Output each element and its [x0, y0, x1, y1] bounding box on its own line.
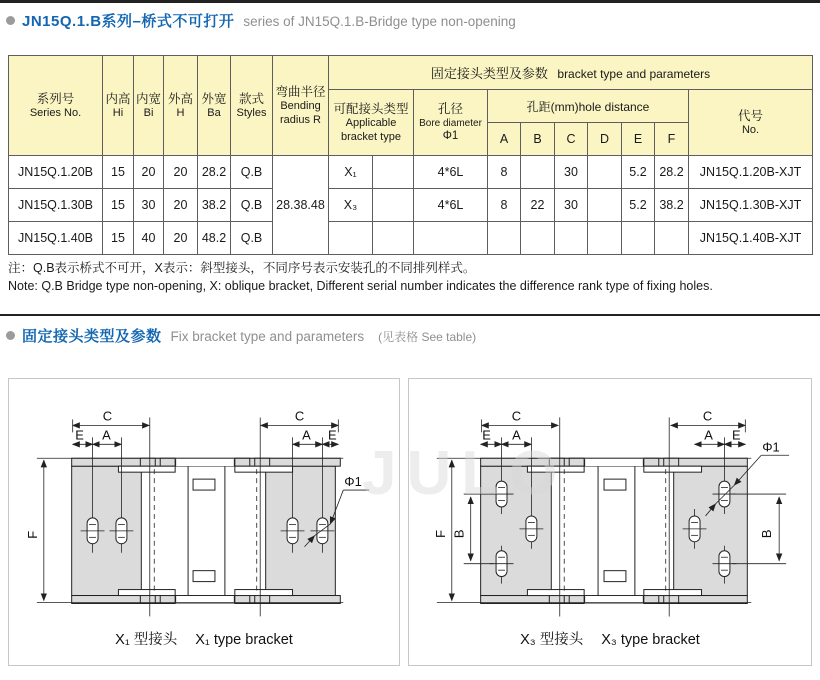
cell-series: JN15Q.1.40B: [9, 222, 103, 255]
cell-d: [588, 222, 622, 255]
section2-see-table: (见表格 See table): [378, 330, 477, 344]
cell-bracket-a: X₁: [329, 156, 373, 189]
header-col-d: D: [588, 123, 622, 156]
cell-style: Q.B: [231, 222, 273, 255]
header-col-b: B: [521, 123, 555, 156]
header-hi: 内高 Hi: [103, 56, 134, 156]
cell-bore: 4*6L: [414, 156, 488, 189]
dim-label-c-left: C: [102, 408, 113, 424]
table-row: [9, 222, 813, 255]
dim-label-b-left: B: [451, 529, 467, 539]
cell-f: 28.2: [655, 156, 689, 189]
cell-code: JN15Q.1.40B-XJT: [689, 222, 813, 255]
cell-f: 38.2: [655, 189, 689, 222]
top-rule: [0, 0, 820, 3]
cell-bracket-b: [373, 222, 414, 255]
cell-e: [622, 222, 655, 255]
cell-hi: 15: [103, 222, 134, 255]
cell-series: JN15Q.1.20B: [9, 156, 103, 189]
panel-x1: [8, 378, 400, 666]
cell-bracket-b: [373, 189, 414, 222]
table-row: [9, 189, 813, 222]
dim-label-phi1: Φ1: [762, 439, 780, 455]
cell-bracket-a: X₃: [329, 189, 373, 222]
x1-bracket-diagram: [9, 379, 399, 629]
cell-bi: 30: [134, 189, 164, 222]
cell-b: [521, 156, 555, 189]
cell-b: 22: [521, 189, 555, 222]
cell-bore: 4*6L: [414, 189, 488, 222]
header-applicable: 可配接头类型 Applicable bracket type: [329, 90, 414, 156]
dim-label-f: F: [24, 530, 40, 539]
section-divider: [0, 314, 820, 316]
header-ba: 外宽 Ba: [198, 56, 231, 156]
cell-c: [555, 222, 588, 255]
section2-title-zh: 固定接头类型及参数: [22, 328, 162, 345]
header-radius: 弯曲半径 Bending radius R: [273, 56, 329, 156]
cell-e: 5.2: [622, 156, 655, 189]
cell-h: 20: [164, 156, 198, 189]
cell-series: JN15Q.1.30B: [9, 189, 103, 222]
page-title-en: series of JN15Q.1.B-Bridge type non-opening: [243, 14, 516, 29]
dim-label-b-right: B: [759, 529, 775, 539]
dim-label-c-right: C: [294, 408, 305, 424]
cell-h: 20: [164, 222, 198, 255]
cell-bending-radius: 28.38.48: [273, 156, 329, 255]
bullet-icon: [6, 16, 15, 25]
x3-caption: X₃ 型接头 X₃ type bracket: [520, 632, 700, 648]
panel-x3: [408, 378, 812, 666]
dim-label-e-right: E: [328, 427, 337, 443]
header-series: 系列号 Series No.: [9, 56, 103, 156]
cell-ba: 28.2: [198, 156, 231, 189]
table-row: [9, 156, 813, 189]
cell-bi: 20: [134, 156, 164, 189]
dim-label-f: F: [432, 529, 448, 538]
dim-label-e-left: E: [482, 427, 491, 443]
header-col-f: F: [655, 123, 689, 156]
cell-b: [521, 222, 555, 255]
section2-title-en: Fix bracket type and parameters: [170, 329, 365, 344]
cell-hi: 15: [103, 156, 134, 189]
x1-caption: X₁ 型接头 X₁ type bracket: [115, 632, 293, 648]
header-styles: 款式 Styles: [231, 56, 273, 156]
header-bore: 孔径 Bore diameter Φ1: [414, 90, 488, 156]
cell-code: JN15Q.1.30B-XJT: [689, 189, 813, 222]
dim-label-c-left: C: [511, 408, 522, 424]
header-col-a: A: [488, 123, 521, 156]
cell-d: [588, 189, 622, 222]
dim-label-a-left: A: [102, 427, 111, 443]
header-h: 外高 H: [164, 56, 198, 156]
dim-label-a-left: A: [512, 427, 521, 443]
cell-bracket-b: [373, 156, 414, 189]
cell-h: 20: [164, 189, 198, 222]
cell-ba: 38.2: [198, 189, 231, 222]
dim-label-a-right: A: [302, 427, 311, 443]
header-code: 代号 No.: [689, 90, 813, 156]
cell-e: 5.2: [622, 189, 655, 222]
cell-c: 30: [555, 189, 588, 222]
cell-style: Q.B: [231, 189, 273, 222]
dim-label-a-right: A: [704, 427, 713, 443]
cell-d: [588, 156, 622, 189]
watermark: JULO: [362, 439, 568, 508]
cell-ba: 48.2: [198, 222, 231, 255]
cell-a: 8: [488, 189, 521, 222]
dim-label-e-right: E: [732, 427, 741, 443]
cell-code: JN15Q.1.20B-XJT: [689, 156, 813, 189]
x3-bracket-diagram: [409, 379, 811, 629]
cell-hi: 15: [103, 189, 134, 222]
cell-bore: [414, 222, 488, 255]
cell-c: 30: [555, 156, 588, 189]
header-bi: 内宽 Bi: [134, 56, 164, 156]
dim-label-c-right: C: [702, 408, 713, 424]
note-en: Note: Q.B Bridge type non-opening, X: oblique bracket, Different serial number indicates the difference rank type of fixing holes.: [8, 279, 713, 293]
dim-label-e-left: E: [75, 427, 84, 443]
cell-f: [655, 222, 689, 255]
dim-label-phi1: Φ1: [344, 474, 362, 490]
note-zh: 注：Q.B表示桥式不可开，X表示：斜型接头，不同序号表示安装孔的不同排列样式。: [8, 261, 476, 275]
cell-bracket-a: [329, 222, 373, 255]
page-title: [6, 10, 516, 31]
header-hole-distance: 孔距(mm)hole distance: [488, 90, 689, 123]
page-title-zh: JN15Q.1.B系列–桥式不可打开: [22, 13, 235, 30]
cell-bi: 40: [134, 222, 164, 255]
header-bracket-group: 固定接头类型及参数 bracket type and parameters: [329, 56, 813, 90]
bullet-icon: [6, 331, 15, 340]
cell-a: [488, 222, 521, 255]
header-col-c: C: [555, 123, 588, 156]
cell-style: Q.B: [231, 156, 273, 189]
section2-title: [6, 325, 476, 346]
spec-table: [8, 55, 813, 255]
header-col-e: E: [622, 123, 655, 156]
cell-a: 8: [488, 156, 521, 189]
